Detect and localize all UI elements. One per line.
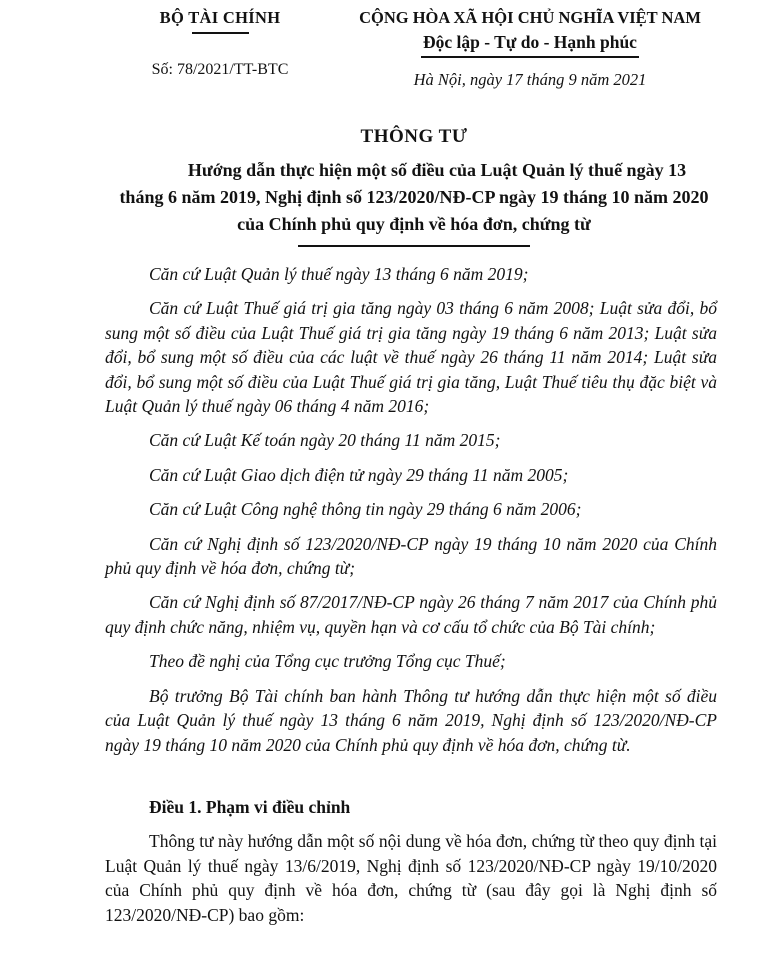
preamble-paragraph: Căn cứ Luật Quản lý thuế ngày 13 tháng 6 năm 2019; xyxy=(149,264,529,284)
article-1-heading: Điều 1. Phạm vi điều chỉnh xyxy=(149,796,351,817)
title-divider-line xyxy=(298,245,530,247)
document-subtitle: Hướng dẫn thực hiện một số điều của Luật Quản lý thuế ngày 13 tháng 6 năm 2019, Nghị định số 123/2020/NĐ-CP ngày 19 tháng 10 năm 2020 của Chính phủ quy định về hóa đơn, chứng từ xyxy=(119,160,709,234)
document-body xyxy=(105,262,717,927)
header-national-motto xyxy=(340,8,720,90)
preamble xyxy=(105,262,717,757)
title-block xyxy=(118,126,710,247)
article-1-body: Thông tư này hướng dẫn một số nội dung về hóa đơn, chứng từ theo quy định tại Luật Quản lý thuế ngày 13/6/2019, Nghị định số 123/2020/NĐ-CP ngày 19/10/2020 của Chính phủ quy định về hóa đơn, chứng từ (sau đây gọi là Nghị định số 123/2020/NĐ-CP) bao gồm: xyxy=(105,831,717,925)
issuing-agency-name: BỘ TÀI CHÍNH xyxy=(159,8,281,27)
document-number: Số: 78/2021/TT-BTC xyxy=(151,61,289,78)
preamble-paragraph: Căn cứ Nghị định số 123/2020/NĐ-CP ngày 19 tháng 10 năm 2020 của Chính phủ quy định về hóa đơn, chứng từ; xyxy=(105,533,717,579)
preamble-paragraph: Căn cứ Luật Thuế giá trị gia tăng ngày 03 tháng 6 năm 2008; Luật sửa đổi, bổ sung một số điều của Luật Thuế giá trị gia tăng ngày 19 tháng 6 năm 2013; Luật sửa đổi, bổ sung một số điều của các luật về thuế ngày 26 tháng 11 năm 2014; Luật sửa đổi, bổ sung một số điều của Luật Thuế giá trị gia tăng, Luật Thuế tiêu thụ đặc biệt và Luật Quản lý thuế ngày 06 tháng 4 năm 2016; xyxy=(105,298,717,417)
national-motto-wrap xyxy=(340,32,720,58)
preamble-paragraph: Căn cứ Nghị định số 87/2017/NĐ-CP ngày 26 tháng 7 năm 2017 của Chính phủ quy định chức năng, nhiệm vụ, quyền hạn và cơ cấu tổ chức của Bộ Tài chính; xyxy=(105,592,717,637)
header-issuing-agency xyxy=(118,8,322,79)
preamble-paragraph: Căn cứ Luật Công nghệ thông tin ngày 29 tháng 6 năm 2006; xyxy=(149,499,582,520)
preamble-paragraph: Căn cứ Luật Giao dịch điện tử ngày 29 tháng 11 năm 2005; xyxy=(149,464,569,485)
national-motto: Độc lập - Tự do - Hạnh phúc xyxy=(421,32,639,58)
issuing-agency-underline xyxy=(192,32,249,34)
preamble-paragraph: Căn cứ Luật Kế toán ngày 20 tháng 11 năm 2015; xyxy=(149,430,501,451)
document-type-heading: THÔNG TƯ xyxy=(360,126,468,147)
preamble-paragraph: Bộ trưởng Bộ Tài chính ban hành Thông tư hướng dẫn thực hiện một số điều của Luật Quản lý thuế ngày 13 tháng 6 năm 2019, Nghị định số 123/2020/NĐ-CP ngày 19 tháng 10 năm 2020 của Chính phủ quy định về hóa đơn, chứng từ. xyxy=(105,685,717,755)
national-title: CỘNG HÒA XÃ HỘI CHỦ NGHĨA VIỆT NAM xyxy=(359,8,701,27)
place-and-date: Hà Nội, ngày 17 tháng 9 năm 2021 xyxy=(413,70,647,89)
preamble-paragraph: Theo đề nghị của Tổng cục trưởng Tổng cục Thuế; xyxy=(149,651,506,672)
